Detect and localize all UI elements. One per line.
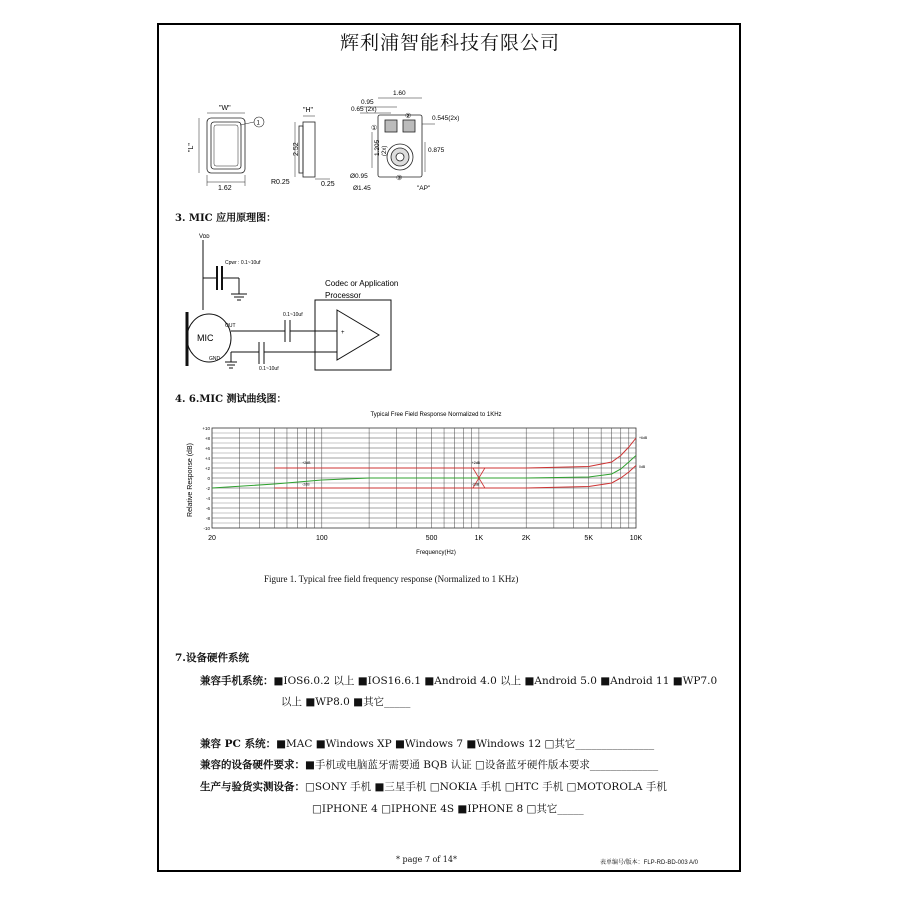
section7-title: 7.设备硬件系统	[175, 652, 249, 664]
x-tick-label: 2K	[521, 535, 531, 542]
phone-systems-row	[200, 673, 717, 688]
form-number: 表单编号/版本：FLP-RD-BD-003 A/0	[600, 860, 699, 866]
cpwr-label: Cpwr : 0.1~10uf	[225, 260, 261, 266]
callout-1: 1	[256, 120, 260, 127]
y-tick-label: -4	[205, 496, 210, 501]
dim-phi145: Ø1.45	[353, 185, 371, 192]
dim-2x: (2x)	[382, 145, 388, 156]
codec-label-1: Codec or Application	[325, 279, 399, 288]
frequency-response-chart	[180, 408, 660, 560]
x-tick-label: 100	[315, 535, 328, 542]
dim-0875: 0.875	[428, 147, 445, 154]
dim-phi095: Ø0.95	[350, 173, 368, 180]
y-tick-label: -6	[205, 506, 210, 511]
pc-systems-values: ■MAC ■Windows XP ■Windows 7 ■Windows 12 □其它_______________	[276, 738, 655, 750]
dim-095: 0.95	[361, 99, 374, 106]
l-label: "L"	[188, 143, 195, 152]
dim-t: 0.25	[321, 181, 335, 188]
phone-systems-values: ■IOS6.0.2 以上 ■IOS16.6.1 ■Android 4.0 以上 ■Android 5.0 ■Android 11 ■WP7.0	[273, 675, 718, 687]
cap2-label: 0.1~10uf	[259, 366, 279, 372]
dim-160: 1.60	[393, 90, 406, 97]
hardware-req-values: ■手机或电脑蓝牙需要通 BQB 认证 □设备蓝牙硬件版本要求_____________	[305, 759, 659, 771]
ap-label: "AP"	[417, 185, 431, 192]
dim-1205: 1.205	[374, 139, 381, 156]
test-devices-row-2: □IPHONE 4 □IPHONE 4S ■IPHONE 8 □其它_____	[312, 803, 584, 815]
cap1-label: 0.1~10uf	[283, 312, 303, 318]
section3-title: 3. MIC 应用原理图：	[175, 213, 277, 224]
company-title: 辉利浦智能科技有限公司	[339, 32, 560, 54]
test-devices-label: 生产与验货实测设备：	[200, 781, 305, 793]
page-number: * page 7 of 14*	[396, 855, 457, 864]
x-tick-label: 10K	[629, 535, 643, 542]
y-tick-label: +4	[204, 456, 210, 461]
w-label: "W"	[219, 105, 231, 112]
out-label: OUT	[225, 323, 236, 329]
chart-ylabel: Relative Response (dB)	[187, 443, 194, 517]
chart-title: Typical Free Field Response Normalized to 1KHz	[370, 412, 502, 418]
dim-r: R0.25	[271, 179, 290, 186]
test-devices-row	[200, 779, 667, 794]
gnd-label: GND	[209, 356, 221, 362]
section4-title: 4. 6.MIC 测试曲线图：	[175, 394, 287, 405]
x-tick-label: 500	[425, 535, 438, 542]
annotation-label: -2dB	[302, 482, 310, 487]
side-view	[295, 116, 330, 179]
test-devices-values: □SONY 手机 ■三星手机 □NOKIA 手机 □HTC 手机 □MOTOROLA 手机	[305, 781, 667, 793]
hardware-req-label: 兼容的设备硬件要求：	[200, 759, 305, 771]
dim-w: 1.62	[218, 185, 232, 192]
mic-label: MIC	[197, 333, 214, 343]
mechanical-drawing	[185, 80, 485, 195]
y-tick-label: +6	[204, 446, 210, 451]
chart-xlabel: Frequency(Hz)	[416, 550, 456, 556]
phone-systems-row-2: 以上 ■WP8.0 ■其它_____	[281, 696, 411, 708]
opamp-plus: +	[341, 330, 345, 336]
annotation-label: +6dB	[639, 436, 648, 440]
vdd-label: Vᴅᴅ	[199, 234, 210, 240]
pc-systems-label: 兼容 PC 系统：	[200, 738, 277, 750]
x-tick-label: 5K	[584, 535, 593, 542]
pin1-mark: ①	[371, 125, 378, 132]
codec-label-2: Processor	[325, 291, 362, 300]
annotation-label: +2dB	[471, 461, 480, 465]
y-tick-label: -10	[203, 526, 210, 531]
phone-systems-label: 兼容手机系统：	[200, 675, 274, 687]
h-label: "H"	[303, 107, 314, 114]
dim-065: 0.65 (2x)	[351, 106, 377, 113]
y-tick-label: +10	[202, 426, 210, 431]
y-tick-label: +8	[204, 436, 210, 441]
figure-caption: Figure 1. Typical free field frequency response (Normalized to 1 KHz)	[264, 574, 519, 584]
y-tick-label: +2	[204, 466, 210, 471]
x-tick-label: 20	[208, 535, 216, 542]
pin3-mark: ③	[396, 175, 403, 182]
pin2-mark: ②	[405, 113, 412, 120]
x-tick-label: 1K	[474, 535, 484, 542]
dim-0545: 0.545(2x)	[432, 115, 460, 122]
annotation-label: 0dB	[639, 465, 646, 469]
y-tick-label: -2	[205, 486, 210, 491]
y-tick-label: -8	[205, 516, 210, 521]
annotation-label: +2dB	[302, 461, 311, 465]
mic-schematic	[175, 228, 415, 380]
front-view	[199, 113, 264, 186]
pc-systems-row	[200, 736, 654, 751]
hardware-req-row	[200, 757, 658, 772]
annotation-label: -2dB	[471, 482, 480, 487]
y-tick-label: 0	[207, 476, 210, 481]
dim-h: 2.52	[293, 142, 300, 156]
